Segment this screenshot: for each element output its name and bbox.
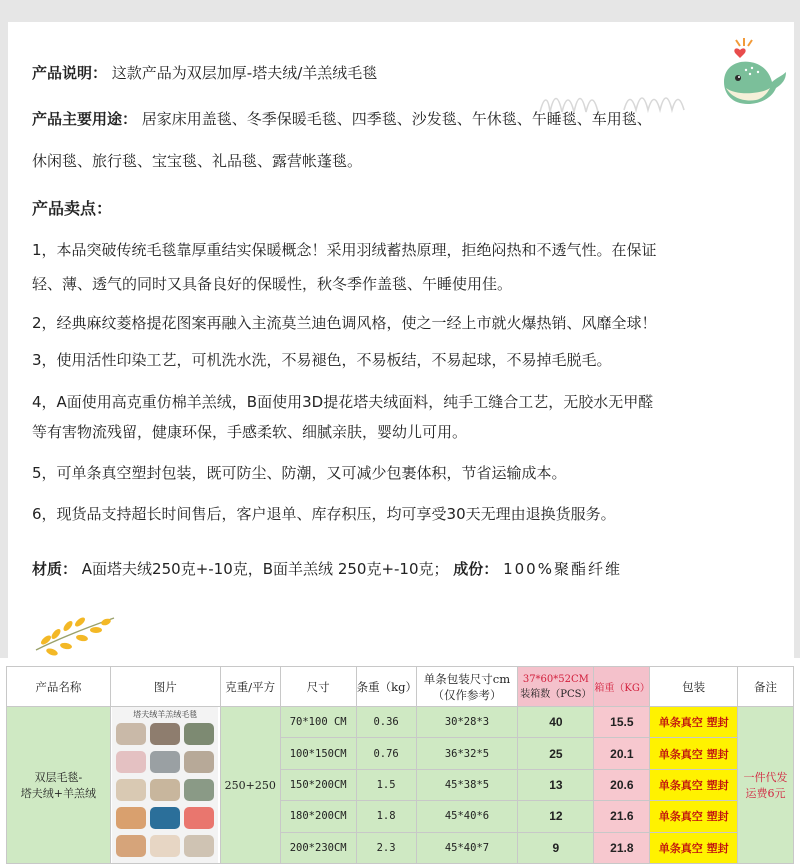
swatch (116, 723, 146, 745)
swatch (184, 807, 214, 829)
box-weight-cell: 21.8 (594, 832, 650, 863)
usage-line-1 (32, 108, 652, 129)
header-gsm: 克重/平方 (220, 667, 280, 707)
box-weight-cell: 20.6 (594, 769, 650, 800)
description-label: 产品说明： (32, 64, 108, 82)
header-piece-weight: 条重（kg） (356, 667, 416, 707)
usage-text-1: 居家床用盖毯、冬季保暖毛毯、四季毯、沙发毯、午休毯、午睡毯、车用毯、 (141, 110, 652, 128)
swatch (116, 807, 146, 829)
box-weight-cell: 15.5 (594, 707, 650, 738)
product-name-line2: 塔夫绒+羊羔绒 (20, 787, 96, 800)
product-name-cell (7, 707, 111, 864)
header-carton-line2: 装箱数（PCS） (520, 688, 592, 700)
image-caption: 塔夫绒羊羔绒毛毯 (133, 710, 198, 719)
point-1b: 轻、薄、透气的同时又具备良好的保暖性，秋冬季作盖毯、午睡使用佳。 (32, 275, 513, 293)
swatch (184, 835, 214, 857)
packaging-cell: 单条真空 塑封 (650, 738, 738, 769)
weight-cell: 2.3 (356, 832, 416, 863)
header-pack-size-line2: （仅作参考） (432, 687, 502, 702)
swatch (184, 751, 214, 773)
box-weight-cell: 21.6 (594, 801, 650, 832)
size-cell: 180*200CM (280, 801, 356, 832)
swatch (150, 723, 180, 745)
selling-points-heading: 产品卖点： (32, 199, 113, 218)
header-note: 备注 (738, 667, 794, 707)
header-size: 尺寸 (280, 667, 356, 707)
pack-cell: 36*32*5 (416, 738, 518, 769)
swatch (116, 751, 146, 773)
pack-cell: 45*40*7 (416, 832, 518, 863)
point-2: 2，经典麻纹菱格提花图案再融入主流莫兰迪色调风格，使之一经上市就火爆热销、风靡全球！ (32, 314, 657, 332)
leaf-branch-icon (32, 610, 118, 660)
material-text: A面塔夫绒250克+-10克，B面羊羔绒 250克+-10克； (81, 560, 449, 578)
box-weight-cell: 20.1 (594, 738, 650, 769)
note-cell (738, 707, 794, 864)
point-4a: 4，A面使用高克重仿棉羊羔绒，B面使用3D提花塔夫绒面料，纯手工缝合工艺，无胶水无甲醛 (32, 393, 654, 411)
weight-cell: 0.36 (356, 707, 416, 738)
pack-cell: 45*40*6 (416, 801, 518, 832)
header-packaging: 包装 (650, 667, 738, 707)
header-carton-line1: 37*60*52CM (522, 673, 589, 685)
note-line2: 运费6元 (745, 787, 786, 800)
swatch (150, 835, 180, 857)
spec-table (6, 666, 794, 864)
swatch (116, 779, 146, 801)
header-carton (518, 667, 594, 707)
table-row (7, 707, 794, 738)
size-cell: 150*200CM (280, 769, 356, 800)
spec-table-area (0, 664, 800, 866)
header-pack-size (416, 667, 518, 707)
product-description (32, 62, 377, 83)
point-5: 5，可单条真空塑封包装，既可防尘、防潮，又可减少包裹体积，节省运输成本。 (32, 464, 567, 482)
packaging-cell: 单条真空 塑封 (650, 832, 738, 863)
material-label: 材质： (32, 560, 78, 578)
composition-text: 100%聚酯纤维 (503, 560, 622, 578)
description-text: 这款产品为双层加厚-塔夫绒/羊羔绒毛毯 (111, 64, 378, 82)
point-1a: 1，本品突破传统毛毯靠厚重结实保暖概念！采用羽绒蓄热原理，拒绝闷热和不透气性。在保证 (32, 241, 657, 259)
qty-cell: 12 (518, 801, 594, 832)
weight-cell: 1.5 (356, 769, 416, 800)
description-card (8, 22, 794, 658)
product-image (112, 707, 218, 863)
packaging-cell: 单条真空 塑封 (650, 801, 738, 832)
weight-cell: 1.8 (356, 801, 416, 832)
product-name-line1: 双层毛毯- (34, 771, 83, 784)
qty-cell: 40 (518, 707, 594, 738)
product-image-cell (110, 707, 220, 864)
packaging-cell: 单条真空 塑封 (650, 707, 738, 738)
whale-icon (716, 32, 792, 114)
packaging-cell: 单条真空 塑封 (650, 769, 738, 800)
pack-cell: 45*38*5 (416, 769, 518, 800)
usage-label: 产品主要用途： (32, 110, 138, 128)
point-4b: 等有害物流残留，健康环保，手感柔软、细腻亲肤，婴幼儿可用。 (32, 423, 468, 441)
gsm-cell: 250+250 (220, 707, 280, 864)
size-cell: 200*230CM (280, 832, 356, 863)
note-line1: 一件代发 (743, 771, 788, 784)
swatch (184, 723, 214, 745)
qty-cell: 25 (518, 738, 594, 769)
header-image: 图片 (110, 667, 220, 707)
qty-cell: 9 (518, 832, 594, 863)
qty-cell: 13 (518, 769, 594, 800)
swatch (150, 807, 180, 829)
table-header-row (7, 667, 794, 707)
usage-text-2: 休闲毯、旅行毯、宝宝毯、礼品毯、露营帐蓬毯。 (32, 152, 363, 170)
composition-label: 成份： (453, 560, 499, 578)
header-pack-size-line1: 单条包装尺寸cm (423, 671, 511, 686)
point-6: 6，现货品支持超长时间售后，客户退单、库存积压，均可享受30天无理由退换货服务。 (32, 505, 616, 523)
swatch (116, 835, 146, 857)
size-cell: 100*150CM (280, 738, 356, 769)
swatch (184, 779, 214, 801)
swatch (150, 751, 180, 773)
material-line (32, 558, 622, 579)
swatch (150, 779, 180, 801)
point-3: 3，使用活性印染工艺，可机洗水洗，不易褪色，不易板结，不易起球，不易掉毛脱毛。 (32, 351, 612, 369)
header-name: 产品名称 (7, 667, 111, 707)
weight-cell: 0.76 (356, 738, 416, 769)
header-box-weight: 箱重（KG） (594, 667, 650, 707)
size-cell: 70*100 CM (280, 707, 356, 738)
pack-cell: 30*28*3 (416, 707, 518, 738)
